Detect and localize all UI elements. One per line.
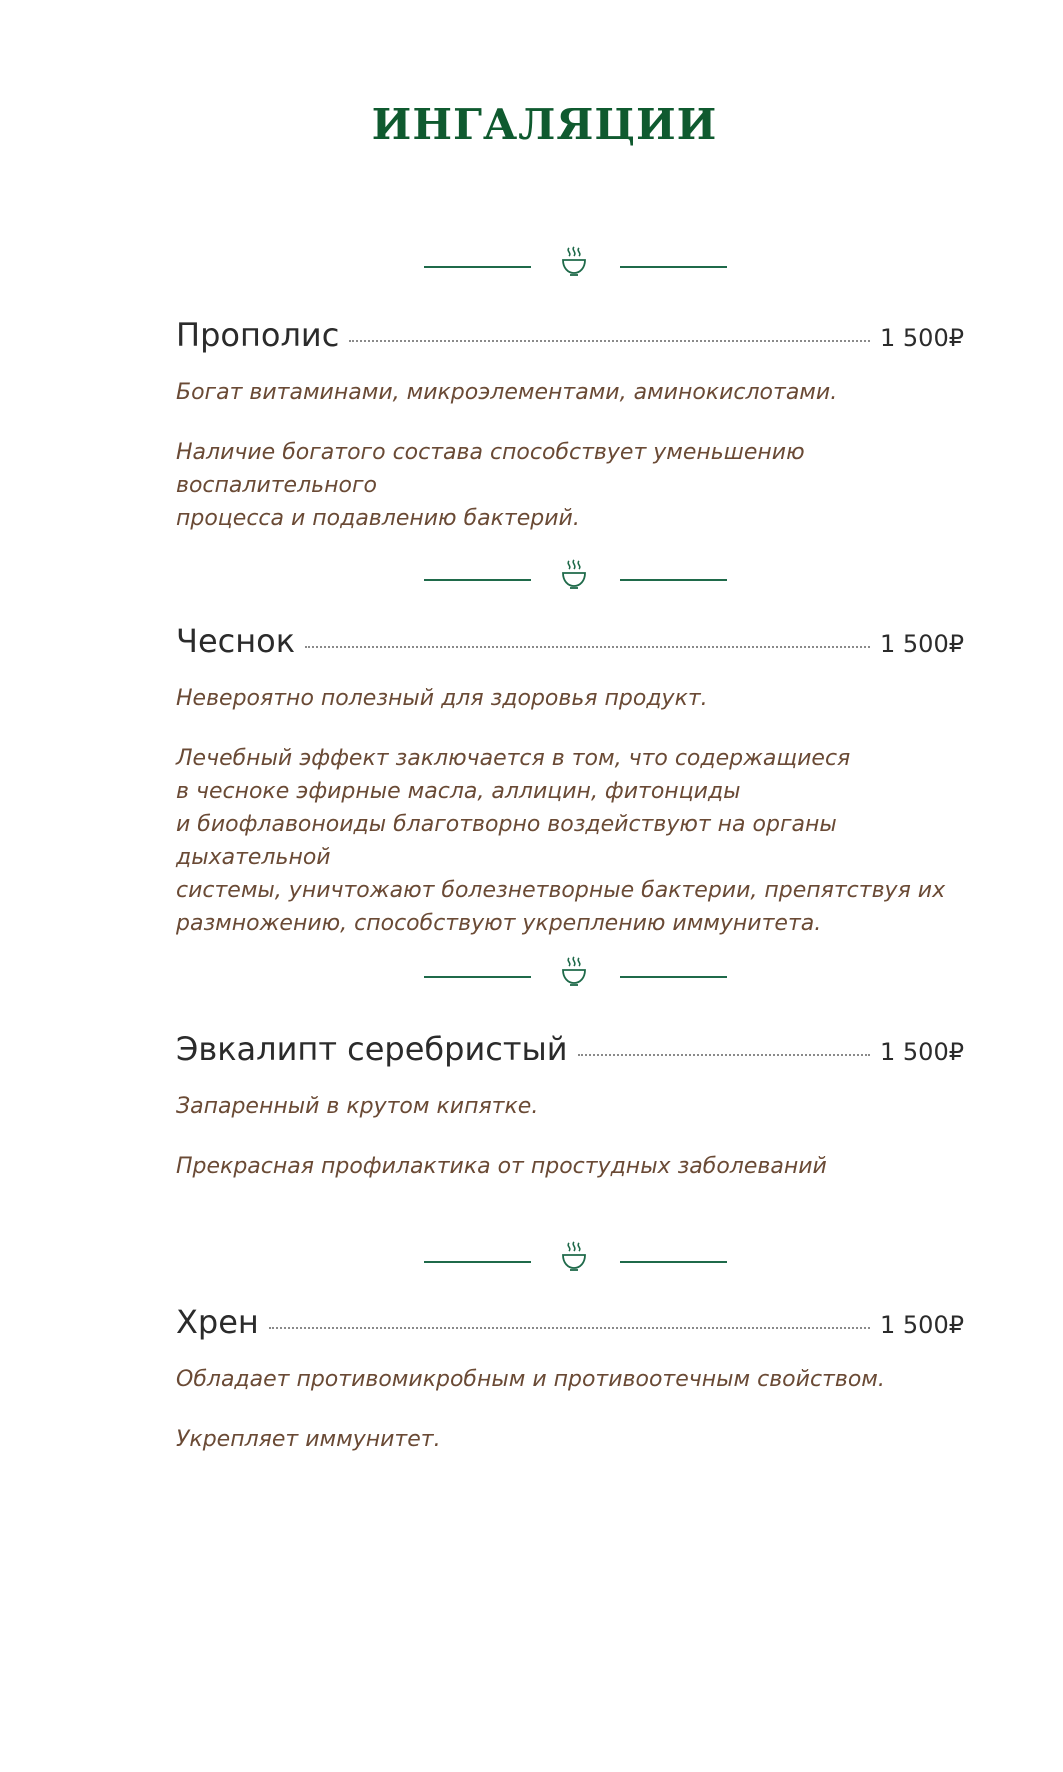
section-divider: [0, 559, 1063, 599]
steaming-bowl-icon: [560, 1241, 588, 1277]
description-short: Обладает противомикробным и противоотечным свойством.: [176, 1367, 885, 1392]
divider-line: [620, 579, 727, 581]
description-line: процесса и подавлению бактерий.: [176, 506, 580, 531]
steaming-bowl-icon: [560, 246, 588, 282]
menu-item-price: 1 500₽: [880, 1038, 964, 1066]
steaming-bowl-icon: [560, 956, 588, 992]
description-line: Прекрасная профилактика от простудных заболеваний: [176, 1154, 827, 1179]
dot-leader: [578, 1054, 870, 1056]
menu-item-price: 1 500₽: [880, 630, 964, 658]
menu-item: [176, 1303, 976, 1456]
menu-item-name: Эвкалипт серебристый: [176, 1030, 568, 1068]
description-line: системы, уничтожают болезнетворные бактерии, препятствуя их: [176, 878, 946, 903]
description-short: Запаренный в крутом кипятке.: [176, 1094, 539, 1119]
divider-line: [620, 1261, 727, 1263]
section-divider: [0, 246, 1063, 286]
divider-line: [424, 579, 531, 581]
description-line: Лечебный эффект заключается в том, что содержащиеся: [176, 746, 851, 771]
divider-line: [424, 1261, 531, 1263]
dot-leader: [305, 646, 870, 648]
menu-item-header: [176, 1030, 964, 1068]
description-line: Наличие богатого состава способствует уменьшению воспалительного: [176, 440, 805, 498]
menu-item-description: [176, 1090, 976, 1183]
menu-item-price: 1 500₽: [880, 1311, 964, 1339]
menu-item-description: [176, 682, 976, 940]
description-line: в чесноке эфирные масла, аллицин, фитонциды: [176, 779, 741, 804]
description-line: и биофлавоноиды благотворно воздействуют на органы дыхательной: [176, 812, 837, 870]
menu-item-name: Хрен: [176, 1303, 259, 1341]
menu-item-description: [176, 1363, 976, 1456]
section-divider: [0, 956, 1063, 996]
description-short: Невероятно полезный для здоровья продукт.: [176, 686, 708, 711]
divider-line: [424, 266, 531, 268]
menu-item-name: Чеснок: [176, 622, 296, 660]
menu-item-header: [176, 316, 964, 354]
dot-leader: [349, 340, 870, 342]
menu-item-header: [176, 1303, 964, 1341]
menu-item: [176, 622, 976, 940]
section-divider: [0, 1241, 1063, 1281]
menu-item-header: [176, 622, 964, 660]
menu-item-price: 1 500₽: [880, 324, 964, 352]
page-title: ИНГАЛЯЦИИ: [371, 100, 718, 149]
menu-item: [176, 1030, 976, 1183]
description-short: Богат витаминами, микроэлементами, аминокислотами.: [176, 380, 838, 405]
menu-item-name: Прополис: [176, 316, 340, 354]
dot-leader: [269, 1327, 870, 1329]
description-line: размножению, способствуют укреплению иммунитета.: [176, 911, 822, 936]
menu-item-description: [176, 376, 976, 535]
steaming-bowl-icon: [560, 559, 588, 595]
divider-line: [620, 976, 727, 978]
divider-line: [424, 976, 531, 978]
divider-line: [620, 266, 727, 268]
description-line: Укрепляет иммунитет.: [176, 1427, 441, 1452]
menu-item: [176, 316, 976, 535]
